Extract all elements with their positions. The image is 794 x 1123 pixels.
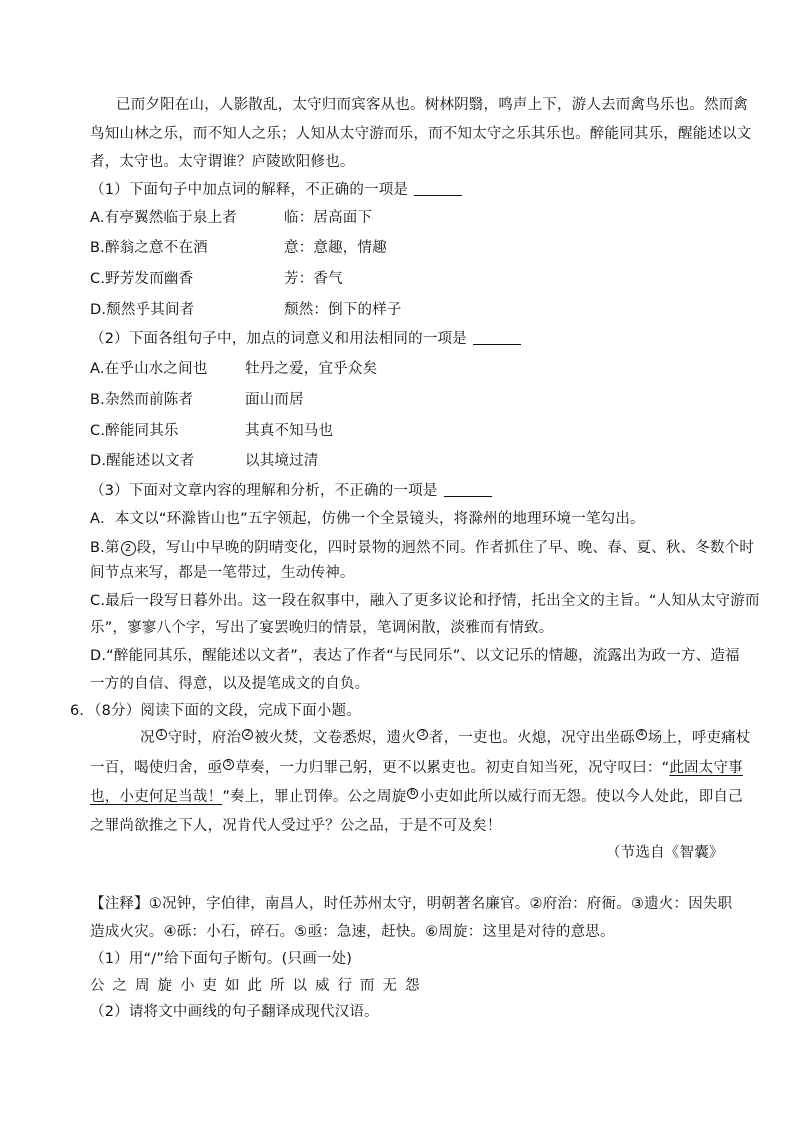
q3-option-c-line-1: C.最后一段写日暮外出。这一段在叙事中，融入了更多议论和抒情，托出全文的主旨。“人知从太守游而 [90,593,760,609]
footnote-marker: 2 [242,729,253,740]
source-citation: （节选自《智囊》 [606,845,724,861]
answer-blank[interactable] [473,330,521,345]
q3-option-b-prefix: B.第 [90,540,120,556]
passage-line-3: 者，太守也。太守谓谁？庐陵欧阳修也。 [90,154,355,170]
answer-blank[interactable] [414,181,462,196]
quote-mark: “ [661,760,670,776]
underlined-sentence: 也，小吏何足当哉！ [90,789,223,805]
circled-number: 2 [121,541,136,556]
subquestion-1: （1）用“/”给下面句子断句。(只画一处) [90,951,353,967]
question-2-text: （2）下面各组句子中，加点的词意义和用法相同的一项是 [90,331,467,347]
q3-option-c-line-2: 乐”，寥寥八个字，写出了宴罢晚归的情景，笔调闲散，淡雅而有情致。 [90,620,554,636]
footnote-marker: 6 [407,788,418,799]
question-1-stem [90,180,462,200]
q1-option-c-gloss: 芳：香气 [284,271,343,287]
q6-passage-line-4: 之罪尚欲推之下人，况肯代人受过乎？公之品，于是不可及矣！ [90,818,502,834]
q6-text: 者，一吏也。火熄，况守出坐砾 [428,730,635,746]
q6-text: 场上，呼吏痛杖 [647,730,751,746]
subquestion-2: （2）请将文中画线的句子翻译成现代汉语。 [90,1004,379,1020]
q6-passage-line-3 [90,787,743,807]
q2-option-d-compare: 以其境过清 [245,453,319,469]
underlined-sentence: 此固太守事 [669,760,743,776]
question-6-heading: 6．（8分）阅读下面的文段，完成下面小题。 [70,703,361,719]
footnote-marker: 1 [156,729,167,740]
sentence-to-punctuate[interactable]: 公之周旋小吏如此所以威行而无怨 [90,978,428,994]
passage-line-2: 鸟知山林之乐，而不知人之乐；人知从太守游而乐，而不知太守之乐其乐也。醉能同其乐，醒能述以文 [90,126,752,142]
q1-option-a: A.有亭翼然临于泉上者 [90,210,237,226]
q3-option-b-text: 段，写山中早晚的阴晴变化，四时景物的迥然不同。作者抓住了早、晚、春、夏、秋、冬数个时 [136,540,755,556]
passage-line-1: 已而夕阳在山，人影散乱，太守归而宾客从也。树林阴翳，鸣声上下，游人去而禽鸟乐也。然而禽 [116,97,749,113]
footnote-marker: 4 [636,729,647,740]
q2-option-b-compare: 面山而居 [245,392,304,408]
notes-line-1: 【注释】①况钟，字伯律，南昌人，时任苏州太守，明朝著名廉官。②府治：府衙。③遗火：因失职 [90,896,733,912]
q6-text: 草奏，一力归罪己躬，更不以累吏也。初吏自知当死，况守叹曰： [235,760,662,776]
question-3-text: （3）下面对文章内容的理解和分析，不正确的一项是 [90,483,438,499]
answer-blank[interactable] [444,482,492,497]
q1-option-b: B.醉翁之意不在酒 [90,240,208,256]
q6-text: 守时，府治 [167,730,242,746]
q6-text: 况 [140,730,155,746]
q2-option-a-compare: 牡丹之爱，宜乎众矣 [245,361,378,377]
quote-mark: ” [222,789,231,805]
q1-option-d-gloss: 颓然：倒下的样子 [284,302,402,318]
question-2-stem [90,329,521,349]
q2-option-c-compare: 其真不知马也 [245,423,334,439]
q2-option-a: A.在乎山水之间也 [90,361,208,377]
q6-passage-line-2 [90,758,743,778]
question-1-text: （1）下面句子中加点词的解释，不正确的一项是 [90,182,409,198]
q2-option-c: C.醉能同其乐 [90,423,179,439]
q6-text: 奏上，罪止罚俸。公之周旋 [230,789,407,805]
q1-option-d: D.颓然乎其间者 [90,302,195,318]
q1-option-b-gloss: 意：意趣，情趣 [284,240,387,256]
q3-option-d-line-1: D.“醉能同其乐，醒能述以文者”，表达了作者“与民同乐”、以文记乐的情趣，流露出为政一方、造福 [90,648,740,664]
q6-text: 小吏如此所以威行而无怨。使以今人处此，即自己 [419,789,743,805]
q3-option-a: A．本文以“环滁皆山也”五字领起，仿佛一个全景镜头，将滁州的地理环境一笔勾出。 [90,511,645,527]
q6-text: 一百，喝使归舍，亟 [90,760,223,776]
question-3-stem [90,481,492,501]
q3-option-d-line-2: 一方的自信、得意，以及提笔成文的自负。 [90,676,370,692]
q2-option-b: B.杂然而前陈者 [90,392,194,408]
notes-line-2: 造成火灾。④砾：小石，碎石。⑤亟：急速，赶快。⑥周旋：这里是对待的意思。 [90,924,615,940]
q3-option-b-line-2: 间节点来写，都是一笔带过，生动传神。 [90,565,355,581]
q1-option-c: C.野芳发而幽香 [90,271,194,287]
q6-text: 被火焚，文卷悉烬，遗火 [254,730,416,746]
q2-option-d: D.醒能述以文者 [90,453,195,469]
q1-option-a-gloss: 临：居高面下 [284,210,373,226]
q6-passage-line-1 [140,728,751,748]
q3-option-b-line-1 [90,538,754,558]
footnote-marker: 5 [223,759,234,770]
footnote-marker: 3 [417,729,428,740]
